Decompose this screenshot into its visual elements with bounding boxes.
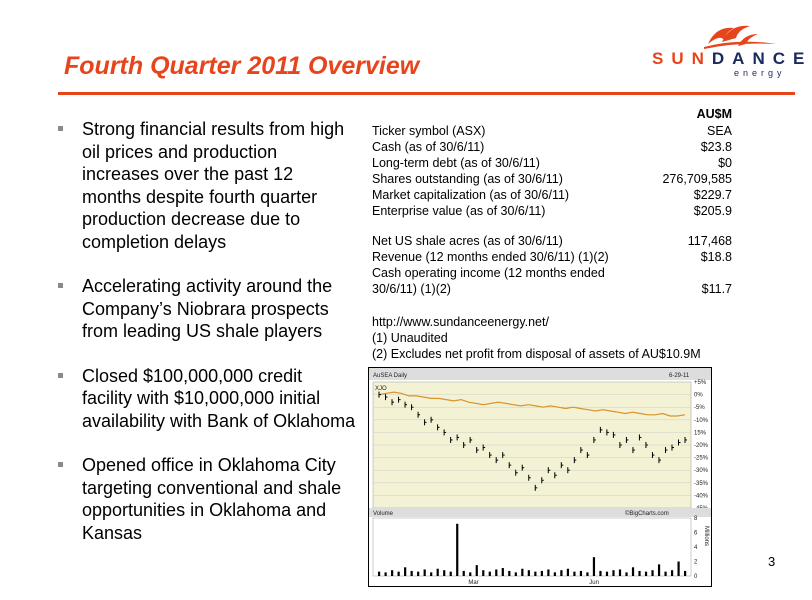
volume-bar	[534, 572, 536, 576]
volume-bar	[489, 572, 491, 576]
sun-swirl-icon	[648, 22, 788, 52]
volume-bar	[606, 572, 608, 576]
bullet-text: Accelerating activity around the Company’s Niobrara prospects from leading US shale players	[82, 276, 333, 341]
volume-bar	[651, 570, 653, 576]
chart-watermark: ©BigCharts.com	[625, 511, 669, 517]
row-value: $0	[718, 156, 732, 170]
volume-bar	[560, 570, 562, 576]
table-row	[372, 281, 732, 297]
sundance-logo	[648, 22, 812, 82]
stock-chart	[368, 367, 712, 587]
row-label: Revenue (12 months ended 30/6/11) (1)(2)	[372, 250, 609, 264]
bullet-item	[56, 365, 356, 433]
row-value: SEA	[706, 124, 732, 138]
chart-title-bar	[369, 368, 711, 380]
volume-bar	[456, 524, 458, 576]
website-link[interactable]: http://www.sundanceenergy.net/	[372, 315, 549, 329]
volume-bar	[541, 571, 543, 576]
volume-bar	[612, 570, 614, 576]
row-value: $229.7	[693, 188, 732, 202]
volume-bar	[599, 571, 601, 576]
bullet-square-icon	[58, 283, 63, 288]
volume-bar	[502, 568, 504, 576]
row-label: Ticker symbol (ASX)	[372, 124, 486, 138]
logo-word-dance: DANCE	[711, 49, 812, 68]
volume-unit-label: Millions	[703, 526, 709, 547]
price-axis-tick: +5%	[694, 380, 707, 386]
volume-bar	[677, 562, 679, 577]
volume-bar	[385, 572, 387, 576]
price-axis-tick: -5%	[694, 405, 705, 412]
volume-bar	[567, 569, 569, 576]
row-label: Net US shale acres (as of 30/6/11)	[372, 234, 563, 248]
bullet-square-icon	[58, 126, 63, 131]
bullet-text: Strong financial results from high oil prices and production increases over the past 12 months despite fourth quarter production decrease due to completion delays	[82, 119, 345, 252]
bullet-square-icon	[58, 373, 63, 378]
bullet-list	[56, 118, 356, 566]
slide-title: Fourth Quarter 2011 Overview	[64, 52, 420, 80]
volume-bar	[619, 569, 621, 576]
row-value: 117,468	[687, 234, 732, 248]
price-axis-tick: -35%	[694, 480, 709, 487]
volume-bar	[625, 572, 627, 576]
row-label: Market capitalization (as of 30/6/11)	[372, 188, 570, 202]
volume-bar	[573, 572, 575, 576]
bullet-item	[56, 275, 356, 343]
volume-axis-tick: 8	[694, 516, 698, 522]
page-number: 3	[768, 554, 776, 569]
price-axis-tick: -20%	[694, 443, 709, 449]
volume-axis-tick: 6	[694, 530, 698, 537]
price-axis-tick: -30%	[694, 468, 709, 475]
price-axis-tick: -40%	[694, 493, 709, 500]
row-label: Enterprise value (as of 30/6/11)	[372, 204, 546, 218]
row-value: $23.8	[700, 140, 732, 154]
row-label: Long-term debt (as of 30/6/11)	[372, 156, 540, 170]
table-row	[372, 249, 732, 265]
logo-word-sun: SUN	[652, 49, 712, 68]
volume-bar	[430, 572, 432, 576]
row-label: Shares outstanding (as of 30/6/11)	[372, 172, 563, 186]
volume-bar	[469, 572, 471, 576]
volume-bar	[508, 571, 510, 576]
row-label: 30/6/11) (1)(2)	[372, 282, 451, 296]
volume-axis-tick: 0	[694, 574, 698, 580]
bullet-item	[56, 454, 356, 544]
volume-bar	[391, 570, 393, 576]
volume-bar	[547, 569, 549, 576]
volume-bar	[521, 569, 523, 576]
volume-bar	[664, 572, 666, 576]
footnote-1: (1) Unaudited	[372, 331, 448, 345]
bullet-text: Opened office in Oklahoma City targeting conventional and shale opportunities in Oklahoma and Kansas	[82, 455, 342, 543]
table-row	[372, 265, 732, 281]
volume-bar	[586, 572, 588, 576]
footnotes	[372, 314, 701, 362]
volume-bar	[632, 567, 634, 576]
volume-bar	[443, 570, 445, 576]
logo-wordmark	[652, 49, 812, 69]
title-underline	[58, 92, 795, 95]
volume-bar	[638, 571, 640, 576]
volume-bar	[424, 569, 426, 576]
price-axis-tick: 15%	[694, 430, 707, 437]
volume-bar	[495, 569, 497, 576]
volume-bar	[404, 567, 406, 576]
key-metrics-table	[372, 106, 732, 297]
price-axis-tick: -10%	[694, 417, 709, 424]
volume-bar	[450, 572, 452, 576]
volume-bar	[554, 572, 556, 576]
chart-date: 6-29-11	[669, 373, 690, 379]
volume-bar	[671, 570, 673, 576]
chart-title: AuSEA Daily	[373, 373, 408, 379]
x-axis-tick: Jun	[589, 580, 599, 586]
row-value: 276,709,585	[662, 172, 732, 186]
volume-bar	[684, 571, 686, 576]
volume-bar	[528, 570, 530, 576]
row-value: $18.8	[700, 250, 732, 264]
row-value: $11.7	[701, 282, 732, 296]
table-row	[372, 155, 732, 171]
currency-header: AU$M	[696, 107, 732, 121]
table-row	[372, 123, 732, 139]
row-value: $205.9	[693, 204, 732, 218]
table-row	[372, 233, 732, 249]
bullet-square-icon	[58, 462, 63, 467]
footnote-2: (2) Excludes net profit from disposal of assets of AU$10.9M	[372, 347, 701, 361]
volume-bar	[417, 572, 419, 576]
table-row	[372, 171, 732, 187]
volume-bar	[463, 571, 465, 576]
volume-axis-tick: 4	[694, 545, 698, 551]
volume-bar	[411, 571, 413, 576]
bullet-text: Closed $100,000,000 credit facility with $10,000,000 initial availability with Bank of Oklahoma	[82, 365, 356, 431]
volume-bar	[645, 572, 647, 576]
volume-bar	[378, 572, 380, 576]
bullet-item	[56, 118, 356, 253]
table-row	[372, 203, 732, 219]
index-series-label: XJO	[375, 386, 387, 392]
table-row	[372, 139, 732, 155]
row-label: Cash (as of 30/6/11)	[372, 140, 485, 154]
table-row	[372, 187, 732, 203]
volume-bar	[398, 572, 400, 576]
volume-bar	[476, 565, 478, 576]
volume-bar	[437, 569, 439, 576]
x-axis-tick: Mar	[468, 580, 479, 586]
volume-panel	[373, 518, 691, 576]
volume-bar	[580, 571, 582, 576]
price-axis-tick: 0%	[694, 392, 703, 399]
volume-bar	[482, 570, 484, 576]
logo-subtitle: energy	[734, 68, 786, 78]
price-axis-tick: -25%	[694, 455, 709, 462]
stock-chart-svg	[369, 368, 711, 586]
row-label: Cash operating income (12 months ended	[372, 266, 605, 280]
volume-bar	[658, 564, 660, 576]
volume-label: Volume	[373, 511, 394, 517]
volume-bar	[515, 572, 517, 576]
volume-bar	[593, 557, 595, 576]
volume-axis-tick: 2	[694, 559, 698, 566]
